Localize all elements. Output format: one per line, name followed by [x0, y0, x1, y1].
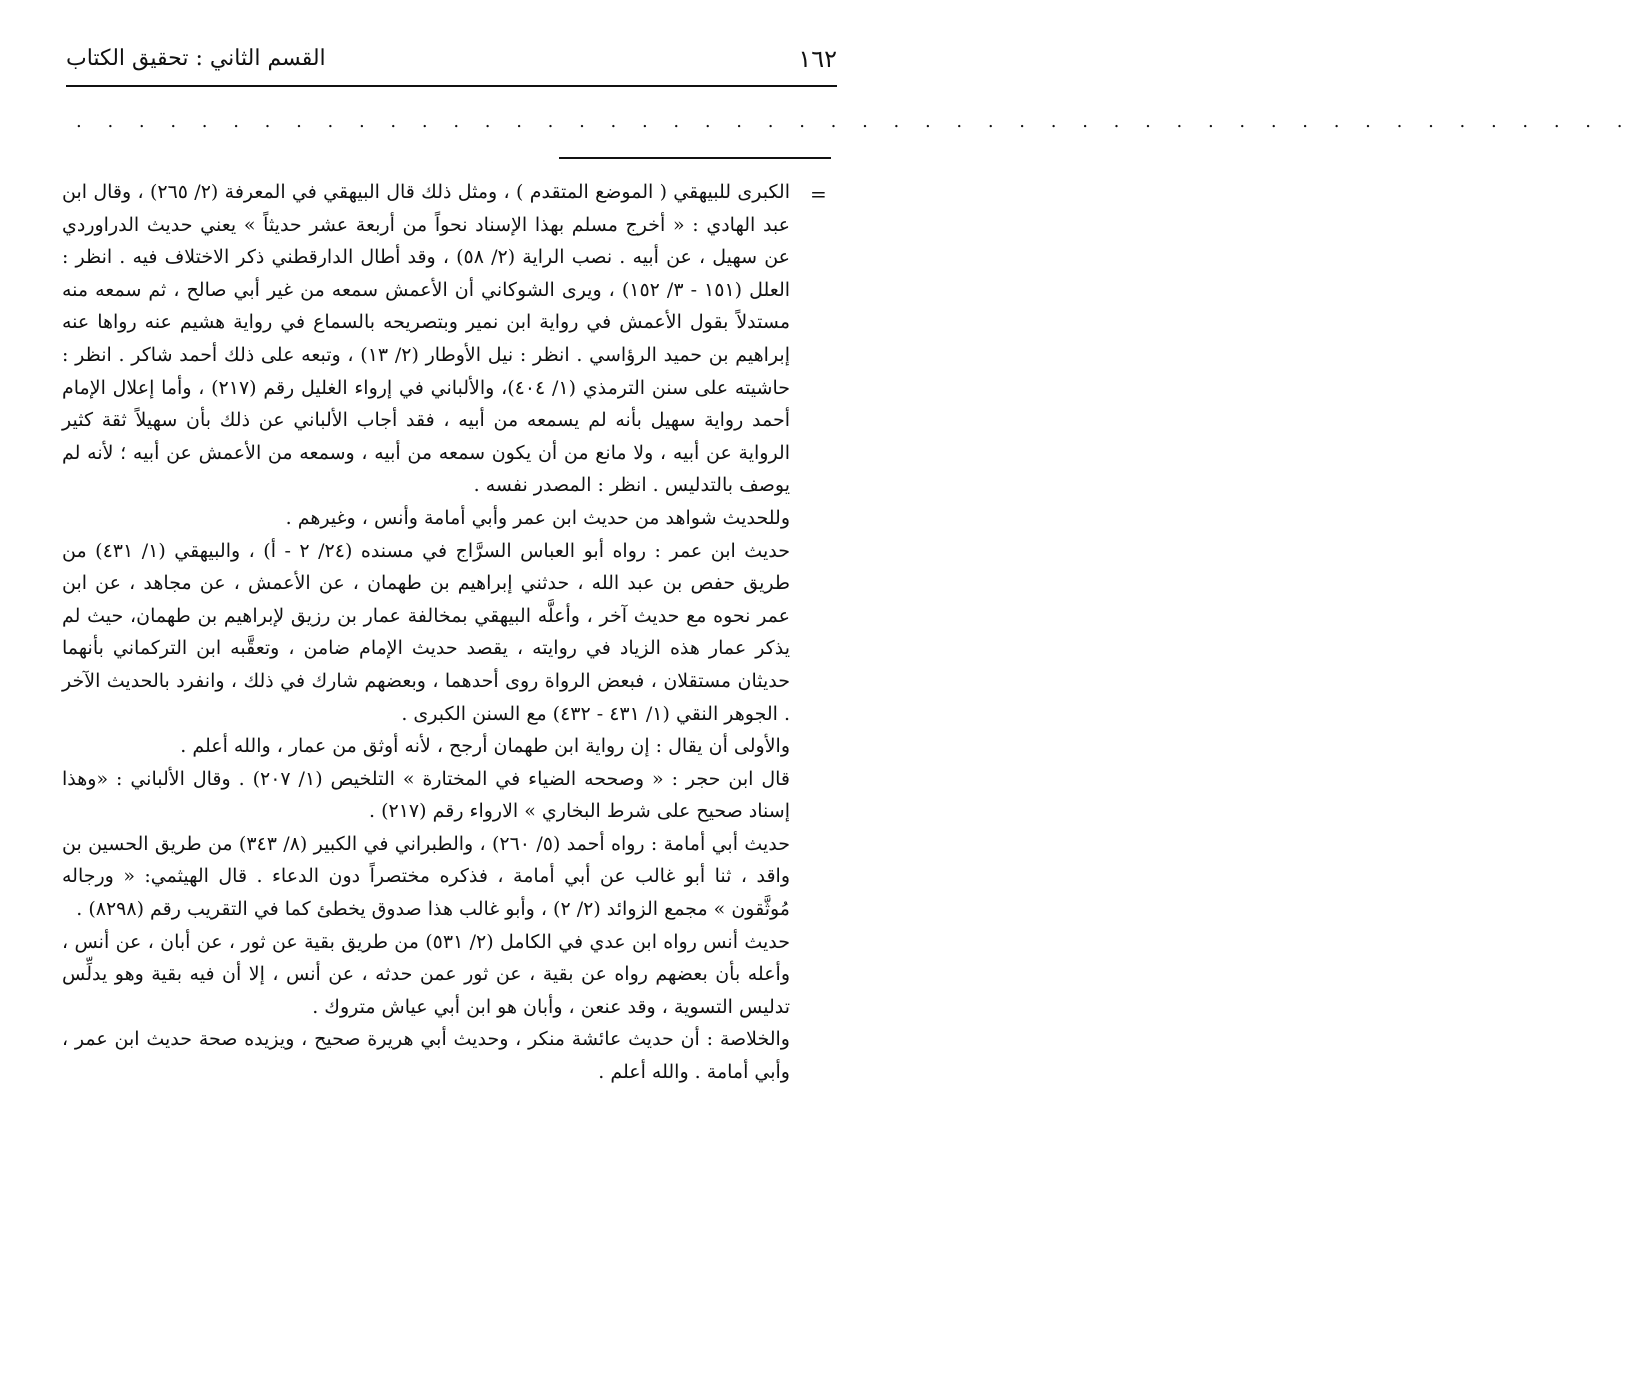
paragraph-preference: والأولى أن يقال : إن رواية ابن طهمان أرجح ، لأنه أوثق من عمار ، والله أعلم . — [180, 735, 790, 758]
separator-dots: . . . . . . . . . . . . . . . . . . . . . . . . . . . . . . . . . . . . . . . . . . . . . . . . . . — [76, 111, 1632, 132]
page-header — [66, 42, 837, 86]
paragraph-abu-umama: حديث أبي أمامة : رواه أحمد (٥/ ٢٦٠) ، والطبراني في الكبير (٨/ ٣٤٣) من طريق الحسين بن واقد ، ثنا أبو غالب عن أبي أمامة ، فذكره مختصراً دون الدعاء . قال الهيثمي: « ورجاله مُوثَّقون » مجمع الزوائد (٢/ ٢) ، وأبو غالب هذا صدوق يخطئ كما في التقريب رقم (٨٢٩٨) . — [62, 832, 790, 921]
paragraph-conclusion: والخلاصة : أن حديث عائشة منكر ، وحديث أبي هريرة صحيح ، ويزيده صحة حديث ابن عمر ، وأبي أمامة . والله أعلم . — [62, 1028, 790, 1084]
paragraph-ibn-hajar: قال ابن حجر : « وصححه الضياء في المختارة » التلخيص (١/ ٢٠٧) . وقال الألباني : «وهذا إسناد صحيح على شرط البخاري » الارواء رقم (٢١٧) . — [62, 767, 790, 823]
paragraph-anas: حديث أنس رواه ابن عدي في الكامل (٢/ ٥٣١) من طريق بقية عن ثور ، عن أبان ، عن أنس ، وأعله بأن بعضهم رواه عن بقية ، عن ثور عمن حدثه ، عن أنس ، إلا أن فيه بقية وهو يدلِّس تدليس التسوية ، وقد عنعن ، وأبان هو ابن أبي عياش متروك . — [62, 930, 790, 1018]
footnote-rule — [559, 157, 831, 159]
paragraph-ibn-umar: حديث ابن عمر : رواه أبو العباس السرَّاج في مسنده (٢٤/ ٢ - أ) ، والبيهقي (١/ ٤٣١) من طريق حفص بن عبد الله ، حدثني إبراهيم بن طهمان ، عن الأعمش ، عن مجاهد ، عن ابن عمر نحوه مع حديث آخر ، وأعلَّه البيهقي بمخالفة عمار بن رزيق لإبراهيم بن طهمان، حيث لم يذكر عمار هذه الزياد في روايته ، يقصد حديث الإمام ضامن ، وتعقَّبه ابن التركماني بأنهما حديثان مستقلان ، فبعض الرواة روى أحدهما ، وبعضهم شارك في ذلك ، وانفرد بالحديث الآخر . الجوهر النقي (١/ ٤٣١ - ٤٣٢) مع السنن الكبرى . — [62, 539, 790, 725]
header-rule — [66, 85, 837, 87]
paragraph-witnesses: وللحديث شواهد من حديث ابن عمر وأبي أمامة وأنس ، وغيرهم . — [285, 506, 790, 529]
body-text — [62, 176, 790, 1089]
footnote-continuation-marker: = — [810, 182, 827, 206]
page-number: ١٦٢ — [798, 45, 837, 73]
paragraph-footnote-continuation: الكبرى للبيهقي ( الموضع المتقدم ) ، ومثل ذلك قال البيهقي في المعرفة (٢/ ٢٦٥) ، وقال ابن عبد الهادي : « أخرج مسلم بهذا الإسناد نحواً من أربعة عشر حديثاً » يعني حديث الدراوردي عن سهيل ، عن أبيه . نصب الراية (٢/ ٥٨) ، وقد أطال الدارقطني ذكر الاختلاف فيه . انظر : العلل (١٥١ - ٣/ ١٥٢) ، ويرى الشوكاني أن الأعمش سمعه من غير أبي صالح ، ثم سمعه منه مستدلاً بقول الأعمش في رواية ابن نمير وبتصريحه بالسماع في رواية هشيم عنه رواها عنه إبراهيم بن حميد الرؤاسي . انظر : نيل الأوطار (٢/ ١٣) ، وتبعه على ذلك أحمد شاكر . انظر : حاشيته على سنن الترمذي (١/ ٤٠٤)، والألباني في إرواء الغليل رقم (٢١٧) ، وأما إعلال الإمام أحمد رواية سهيل بأنه لم يسمعه من أبيه ، فقد أجاب الألباني عن ذلك بأن سهيلاً ثقة كثير الرواية عن أبيه ، ولا مانع من أن يكون سمعه من أبيه ، وسمعه من الأعمش عن أبيه ؛ لأنه لم يوصف بالتدليس . انظر : المصدر نفسه . — [62, 181, 791, 497]
running-title: القسم الثاني : تحقيق الكتاب — [66, 46, 326, 71]
